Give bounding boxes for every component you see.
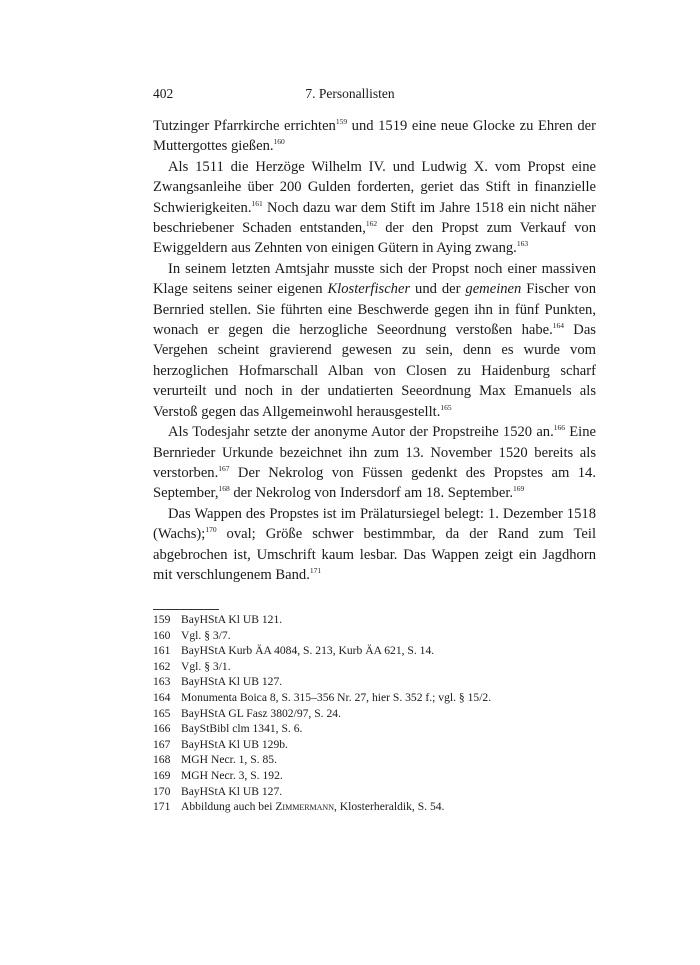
footnote-170: 170 BayHStA Kl UB 127. xyxy=(153,784,283,798)
page-number: 402 xyxy=(153,86,174,101)
paragraph-2: Als 1511 die Herzöge Wilhelm IV. und Ludwig X. vom Propst eine Zwangsanleihe über 200 Gulden forderten, geriet das Stift in finanzielle Schwierigkeiten.$^{161}$ Noch dazu war dem Stift im Jahre 1518 ein nicht näher beschriebener Schaden entstanden,$^{162}$ der den Propst zum Verkauf von Ewiggeldern aus Zehnten von einigen Gütern in Aying zwang.$^{163}$ xyxy=(153,158,596,257)
body-text xyxy=(153,116,596,585)
footnote-162: 162 Vgl. § 3/1. xyxy=(153,659,231,673)
footnote-160: 160 Vgl. § 3/7. xyxy=(153,628,231,642)
footnote-separator xyxy=(153,609,219,610)
footnote-168: 168 MGH Necr. 1, S. 85. xyxy=(153,753,277,767)
footnote-163: 163 BayHStA Kl UB 127. xyxy=(153,675,283,689)
footnote-ref[interactable]: 163 xyxy=(516,239,529,249)
footnote-166: 166 BayStBibl clm 1341, S. 6. xyxy=(153,722,303,736)
footnote-ref[interactable]: 169 xyxy=(513,484,525,494)
paragraph-1: Tutzinger Pfarrkirche errichten$^{159}$ und 1519 eine neue Glocke zu Ehren der Muttergottes gießen.$^{160}$ xyxy=(153,117,596,155)
footnote-161: 161 BayHStA Kurb ÄA 4084, S. 213, Kurb ÄA 621, S. 14. xyxy=(153,644,435,658)
footnote-165: 165 BayHStA GL Fasz 3802/97, S. 24. xyxy=(153,706,341,720)
footnotes xyxy=(153,612,593,815)
footnote-ref[interactable]: 170 xyxy=(205,525,217,535)
footnote-ref[interactable]: 171 xyxy=(309,565,322,575)
footnote-ref[interactable]: 165 xyxy=(440,402,452,412)
footnote-167: 167 BayHStA Kl UB 129b. xyxy=(153,737,288,751)
paragraph-3: In seinem letzten Amtsjahr musste sich der Propst noch einer massiven Klage seitens seiner eigenen Klosterfischer und der gemeinen Fischer von Bernried stellen. Sie führten eine Beschwerde gegen ihn in fünf Punkten, wonach er gegen die herzogliche Seeordnung verstoßen habe.$^{164}$ Das Vergehen scheint gravierend gewesen zu sein, denn es wurde vom herzoglichen Hofmarschall Alban von Closen zu Haidenburg scharf verurteilt und noch in der undatierten Seeordnung Max Emanuels als Verstoß gegen das Allgemeinwohl herausgestellt.$^{165}$ xyxy=(153,260,596,420)
footnote-ref[interactable]: 167 xyxy=(218,463,230,473)
footnote-169: 169 MGH Necr. 3, S. 192. xyxy=(153,768,283,782)
footnote-159: 159 BayHStA Kl UB 121. xyxy=(153,613,283,626)
footnote-ref[interactable]: 162 xyxy=(365,219,378,229)
footnote-164: 164 Monumenta Boica 8, S. 315–356 Nr. 27, hier S. 352 f.; vgl. § 15/2. xyxy=(153,690,492,704)
footnote-ref[interactable]: 168 xyxy=(218,484,230,494)
paragraph-4: Als Todesjahr setzte der anonyme Autor der Propstreihe 1520 an.$^{166}$ Eine Bernrieder Urkunde bezeichnet ihn zum 13. November 1520 bereits als verstorben.$^{167}$ Der Nekrolog von Füssen gedenkt des Propstes am 14. September,$^{168}$ der Nekrolog von Indersdorf am 18. September.$^{169}$ xyxy=(153,423,596,502)
running-head: 7. Personallisten xyxy=(305,86,395,101)
paragraph-5: Das Wappen des Propstes ist im Prälatursiegel belegt: 1. Dezember 1518 (Wachs);$^{170}$ oval; Größe schwer bestimmbar, da der Rand zum Teil abgebrochen ist, Umschrift kaum lesbar. Das Wappen zeigt ein Jagdhorn mit verschlungenem Band.$^{171}$ xyxy=(153,505,596,583)
footnote-ref[interactable]: 159 xyxy=(335,117,348,126)
footnote-171: 171 Abbildung auch bei Zimmermann, Klosterheraldik, S. 54. xyxy=(153,800,445,814)
footnote-ref[interactable]: 160 xyxy=(273,137,285,147)
footnote-ref[interactable]: 166 xyxy=(553,423,566,433)
footnote-ref[interactable]: 164 xyxy=(552,321,565,331)
footnote-ref[interactable]: 161 xyxy=(251,198,263,208)
